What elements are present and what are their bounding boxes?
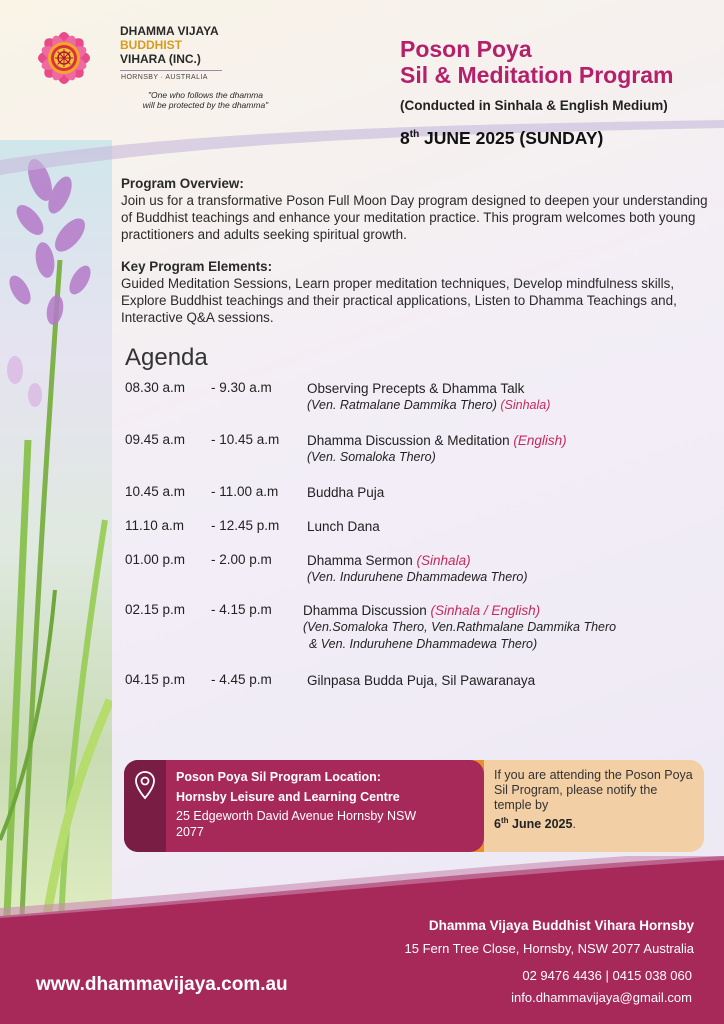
agenda-activity: Lunch Dana [307, 519, 380, 534]
agenda-speaker-continued: & Ven. Induruhene Dhammadewa Thero) [309, 637, 538, 651]
program-date [400, 128, 603, 149]
motto [118, 90, 293, 110]
overview-text: Join us for a transformative Poson Full Moon Day program designed to deepen your understanding of Buddhist teachings and enhance your meditation practice. This program welcomes both young practitioners and adults seeking spiritual growth. [121, 193, 708, 242]
location-icon-box [124, 760, 166, 852]
agenda-start-time: 08.30 a.m [125, 380, 186, 395]
title-line2: Sil & Meditation Program [400, 62, 674, 88]
elements-text: Guided Meditation Sessions, Learn proper meditation techniques, Develop mindfulness skills, Explore Buddhist teachings and their practical applications, Listen to Dhamma Teachings and, Interactive Q&A sessions. [121, 276, 677, 325]
agenda-start-time: 10.45 a.m [125, 484, 186, 499]
program-overview [121, 175, 721, 243]
agenda-description [307, 484, 707, 501]
agenda-language: (Sinhala / English) [430, 603, 541, 618]
agenda-title: Agenda [125, 344, 208, 371]
org-name-line1: DHAMMA VIJAYA [120, 24, 219, 38]
date-suffix: th [409, 129, 420, 141]
elements-heading: Key Program Elements: [121, 259, 273, 274]
agenda-description [307, 672, 707, 689]
agenda-language: (Sinhala) [416, 553, 471, 568]
agenda-end-time: - 4.45 p.m [211, 672, 272, 687]
date-day: 8 [400, 128, 410, 148]
footer-org-name: Dhamma Vijaya Buddhist Vihara Hornsby [428, 918, 694, 933]
org-location: HORNSBY · AUSTRALIA [121, 74, 208, 81]
agenda-description [303, 602, 703, 653]
agenda-speaker [307, 397, 707, 414]
agenda-activity: Observing Precepts & Dhamma Talk [307, 381, 525, 396]
notify-date-rest: June 2025 [508, 817, 573, 832]
agenda-language: (English) [513, 433, 567, 448]
agenda-description [307, 518, 707, 535]
map-pin-icon [134, 770, 156, 800]
org-name-line2: BUDDHIST [120, 38, 182, 52]
agenda-speaker: (Ven. Somaloka Thero) [307, 450, 436, 464]
motto-line2: will be protected by the dhamma" [142, 100, 269, 110]
agenda-speaker-text: (Ven. Ratmalane Dammika Thero) [307, 398, 497, 412]
key-program-elements [121, 258, 721, 326]
footer-address: 15 Fern Tree Close, Hornsby, NSW 2077 Australia [404, 941, 694, 956]
footer-email[interactable]: info.dhammavijaya@gmail.com [511, 990, 692, 1005]
date-rest: JUNE 2025 (SUNDAY) [419, 128, 604, 148]
location-venue: Hornsby Leisure and Learning Centre [176, 790, 400, 804]
agenda-activity: Gilnpasa Budda Puja, Sil Pawaranaya [307, 673, 536, 688]
agenda-description [307, 432, 707, 466]
title-line1: Poson Poya [400, 36, 532, 62]
agenda-activity: Dhamma Discussion [303, 603, 431, 618]
location-address: 25 Edgeworth David Avenue Hornsby NSW 2077 [176, 809, 417, 839]
agenda-end-time: - 11.00 a.m [211, 484, 279, 499]
agenda-end-time: - 2.00 p.m [211, 552, 272, 567]
agenda-start-time: 02.15 p.m [125, 602, 186, 617]
agenda-end-time: - 9.30 a.m [211, 380, 272, 395]
program-subtitle: (Conducted in Sinhala & English Medium) [400, 98, 668, 113]
agenda-end-time: - 4.15 p.m [211, 602, 272, 617]
agenda-start-time: 01.00 p.m [125, 552, 186, 567]
agenda-start-time: 04.15 p.m [125, 672, 186, 687]
agenda-start-time: 11.10 a.m [125, 518, 185, 533]
divider [120, 70, 222, 71]
agenda-description [307, 552, 707, 586]
agenda-end-time: - 10.45 a.m [211, 432, 280, 447]
agenda-start-time: 09.45 a.m [125, 432, 186, 447]
agenda-speaker: (Ven.Somaloka Thero, Ven.Rathmalane Dammika Thero [303, 620, 617, 634]
agenda-description [307, 380, 707, 414]
program-title [400, 36, 673, 88]
flower-image [0, 140, 112, 960]
organization-name [120, 24, 219, 66]
location-panel [124, 760, 484, 852]
agenda-activity: Buddha Puja [307, 485, 385, 500]
overview-heading: Program Overview: [121, 176, 244, 191]
website-link[interactable]: www.dhammavijaya.com.au [36, 974, 288, 995]
agenda-activity: Dhamma Sermon [307, 553, 417, 568]
lotus-logo-icon [18, 12, 110, 104]
org-name-line3: VIHARA (INC.) [120, 52, 201, 66]
motto-line1: "One who follows the dhamma [148, 90, 263, 100]
agenda-speaker: (Ven. Induruhene Dhammadewa Thero) [307, 570, 528, 584]
notify-message: If you are attending the Poson Poya Sil Program, please notify the temple by [494, 768, 693, 812]
agenda-end-time: - 12.45 p.m [211, 518, 280, 533]
agenda-language: (Sinhala) [496, 398, 551, 412]
notify-text [494, 768, 694, 832]
footer-phone[interactable]: 02 9476 4436 | 0415 038 060 [522, 968, 692, 983]
notify-date-suffix: th [500, 816, 509, 825]
location-heading: Poson Poya Sil Program Location: [176, 770, 381, 784]
notify-date [494, 817, 572, 831]
notify-date-day: 6 [494, 817, 501, 832]
notify-period: . [572, 817, 576, 832]
agenda-activity: Dhamma Discussion & Meditation [307, 433, 514, 448]
